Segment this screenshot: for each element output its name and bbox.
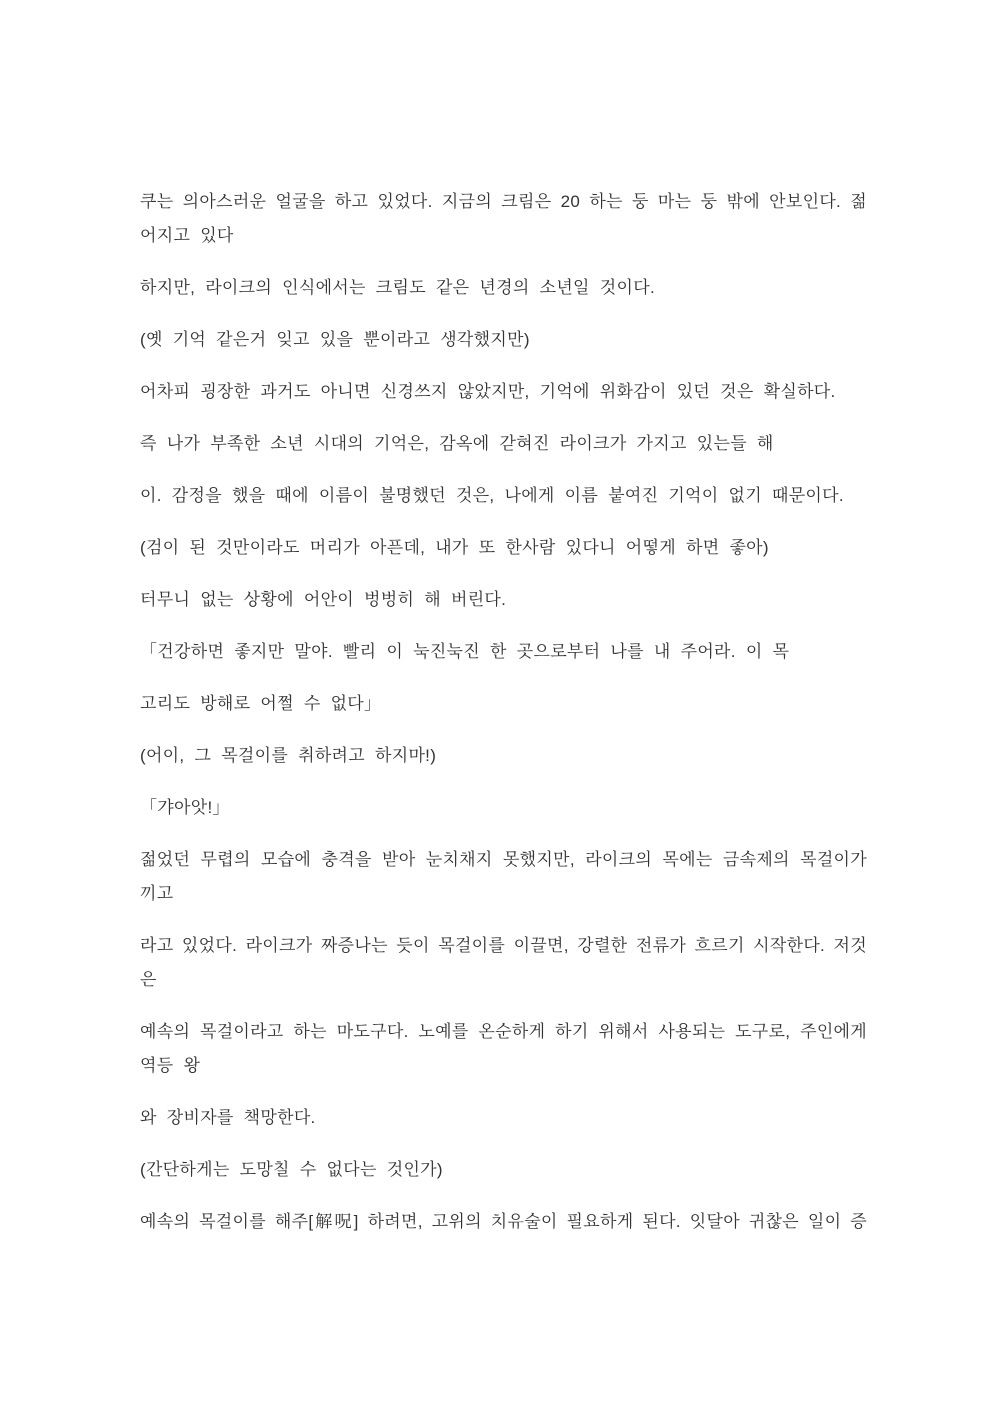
text-line: 「갸아앗!」	[140, 798, 230, 817]
paragraph	[140, 1015, 867, 1083]
text-line: 어지고 있다	[140, 226, 234, 245]
text-line: 어차피 굉장한 과거도 아니면 신경쓰지 않았지만, 기억에 위화감이 있던 것은 확실하다.	[140, 382, 836, 401]
text-line: (검이 된 것만이라도 머리가 아픈데, 내가 또 한사람 있다니 어떻게 하면 좋아)	[140, 538, 769, 557]
text-line: 라고 있었다. 라이크가 짜증나는 듯이 목걸이를 이끌면, 강렬한 전류가 흐르기 시작한다. 저것	[140, 936, 867, 955]
paragraph	[140, 479, 867, 513]
text-line: 끼고	[140, 884, 174, 903]
text-line: 은	[140, 970, 157, 989]
text-line: (간단하게는 도망칠 수 없다는 것인가)	[140, 1160, 443, 1179]
paragraph	[140, 375, 867, 409]
paragraph	[140, 1153, 867, 1187]
text-line: 역등 왕	[140, 1056, 201, 1075]
paragraph	[140, 1101, 867, 1135]
paragraph	[140, 185, 867, 253]
paragraph	[140, 929, 867, 997]
paragraph	[140, 739, 867, 773]
text-line: 와 장비자를 책망한다.	[140, 1108, 316, 1127]
paragraph	[140, 687, 867, 721]
paragraph	[140, 531, 867, 565]
text-line: (옛 기억 같은거 잊고 있을 뿐이라고 생각했지만)	[140, 330, 530, 349]
text-line: (어이, 그 목걸이를 취하려고 하지마!)	[140, 746, 437, 765]
text-line: 터무니 없는 상황에 어안이 벙벙히 해 버린다.	[140, 590, 507, 609]
text-line: 쿠는 의아스러운 얼굴을 하고 있었다. 지금의 크림은 20 하는 둥 마는 둥 밖에 안보인다. 젊	[140, 192, 867, 211]
paragraph	[140, 791, 867, 825]
paragraph	[140, 271, 867, 305]
text-line: 예속의 목걸이라고 하는 마도구다. 노예를 온순하게 하기 위해서 사용되는 도구로, 주인에게	[140, 1022, 867, 1041]
text-line: 즉 나가 부족한 소년 시대의 기억은, 감옥에 갇혀진 라이크가 가지고 있는들 해	[140, 434, 774, 453]
paragraph	[140, 323, 867, 357]
text-line: 하지만, 라이크의 인식에서는 크림도 같은 년경의 소년일 것이다.	[140, 278, 655, 297]
paragraph	[140, 427, 867, 461]
paragraph	[140, 1205, 867, 1239]
text-line: 젊었던 무렵의 모습에 충격을 받아 눈치채지 못했지만, 라이크의 목에는 금속제의 목걸이가	[140, 850, 867, 869]
text-line: 고리도 방해로 어쩔 수 없다」	[140, 694, 382, 713]
paragraph	[140, 583, 867, 617]
paragraph	[140, 843, 867, 911]
text-line: 예속의 목걸이를 해주[解呪] 하려면, 고위의 치유술이 필요하게 된다. 잇달아 귀찮은 일이 증	[140, 1212, 867, 1231]
paragraph	[140, 635, 867, 669]
text-line: 「건강하면 좋지만 말야. 빨리 이 눅진눅진 한 곳으로부터 나를 내 주어라. 이 목	[140, 642, 790, 661]
text-line: 이. 감정을 했을 때에 이름이 불명했던 것은, 나에게 이름 붙여진 기억이 없기 때문이다.	[140, 486, 844, 505]
